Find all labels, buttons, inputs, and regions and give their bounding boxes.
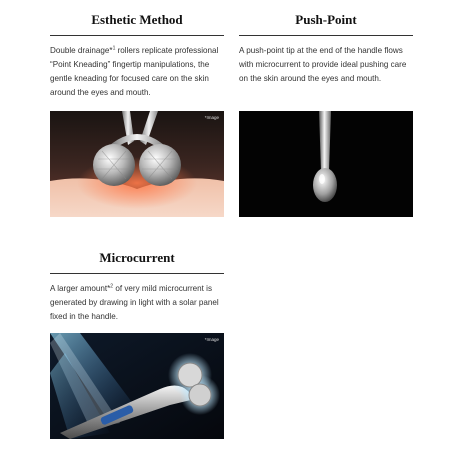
section-description: Double drainage*$^1$ rollers replicate professional “Point Kneading” fingertip manipulations, the gentle kneading for focused care on the skin around the eyes and mouth. (50, 45, 219, 97)
feature-esthetic-method (50, 12, 224, 100)
image-label: *Image (204, 337, 219, 342)
push-point-image (239, 111, 413, 217)
image-label: *Image (204, 115, 219, 120)
microcurrent-image (50, 333, 224, 439)
roller-photo (50, 111, 224, 217)
push-point-photo (239, 111, 413, 217)
feature-microcurrent (50, 250, 224, 324)
section-description: A larger amount*$^2$ of very mild microcurrent is generated by drawing in light with a solar panel fixed in the handle. (50, 283, 219, 321)
section-description: A push-point tip at the end of the handle flows with microcurrent to provide ideal pushing care on the skin around the eyes and mouth. (239, 46, 407, 83)
microcurrent-photo (50, 333, 224, 439)
roller-image (50, 111, 224, 217)
section-title: Microcurrent (50, 250, 224, 274)
feature-push-point (239, 12, 413, 86)
section-title: Push-Point (239, 12, 413, 36)
section-title: Esthetic Method (50, 12, 224, 36)
